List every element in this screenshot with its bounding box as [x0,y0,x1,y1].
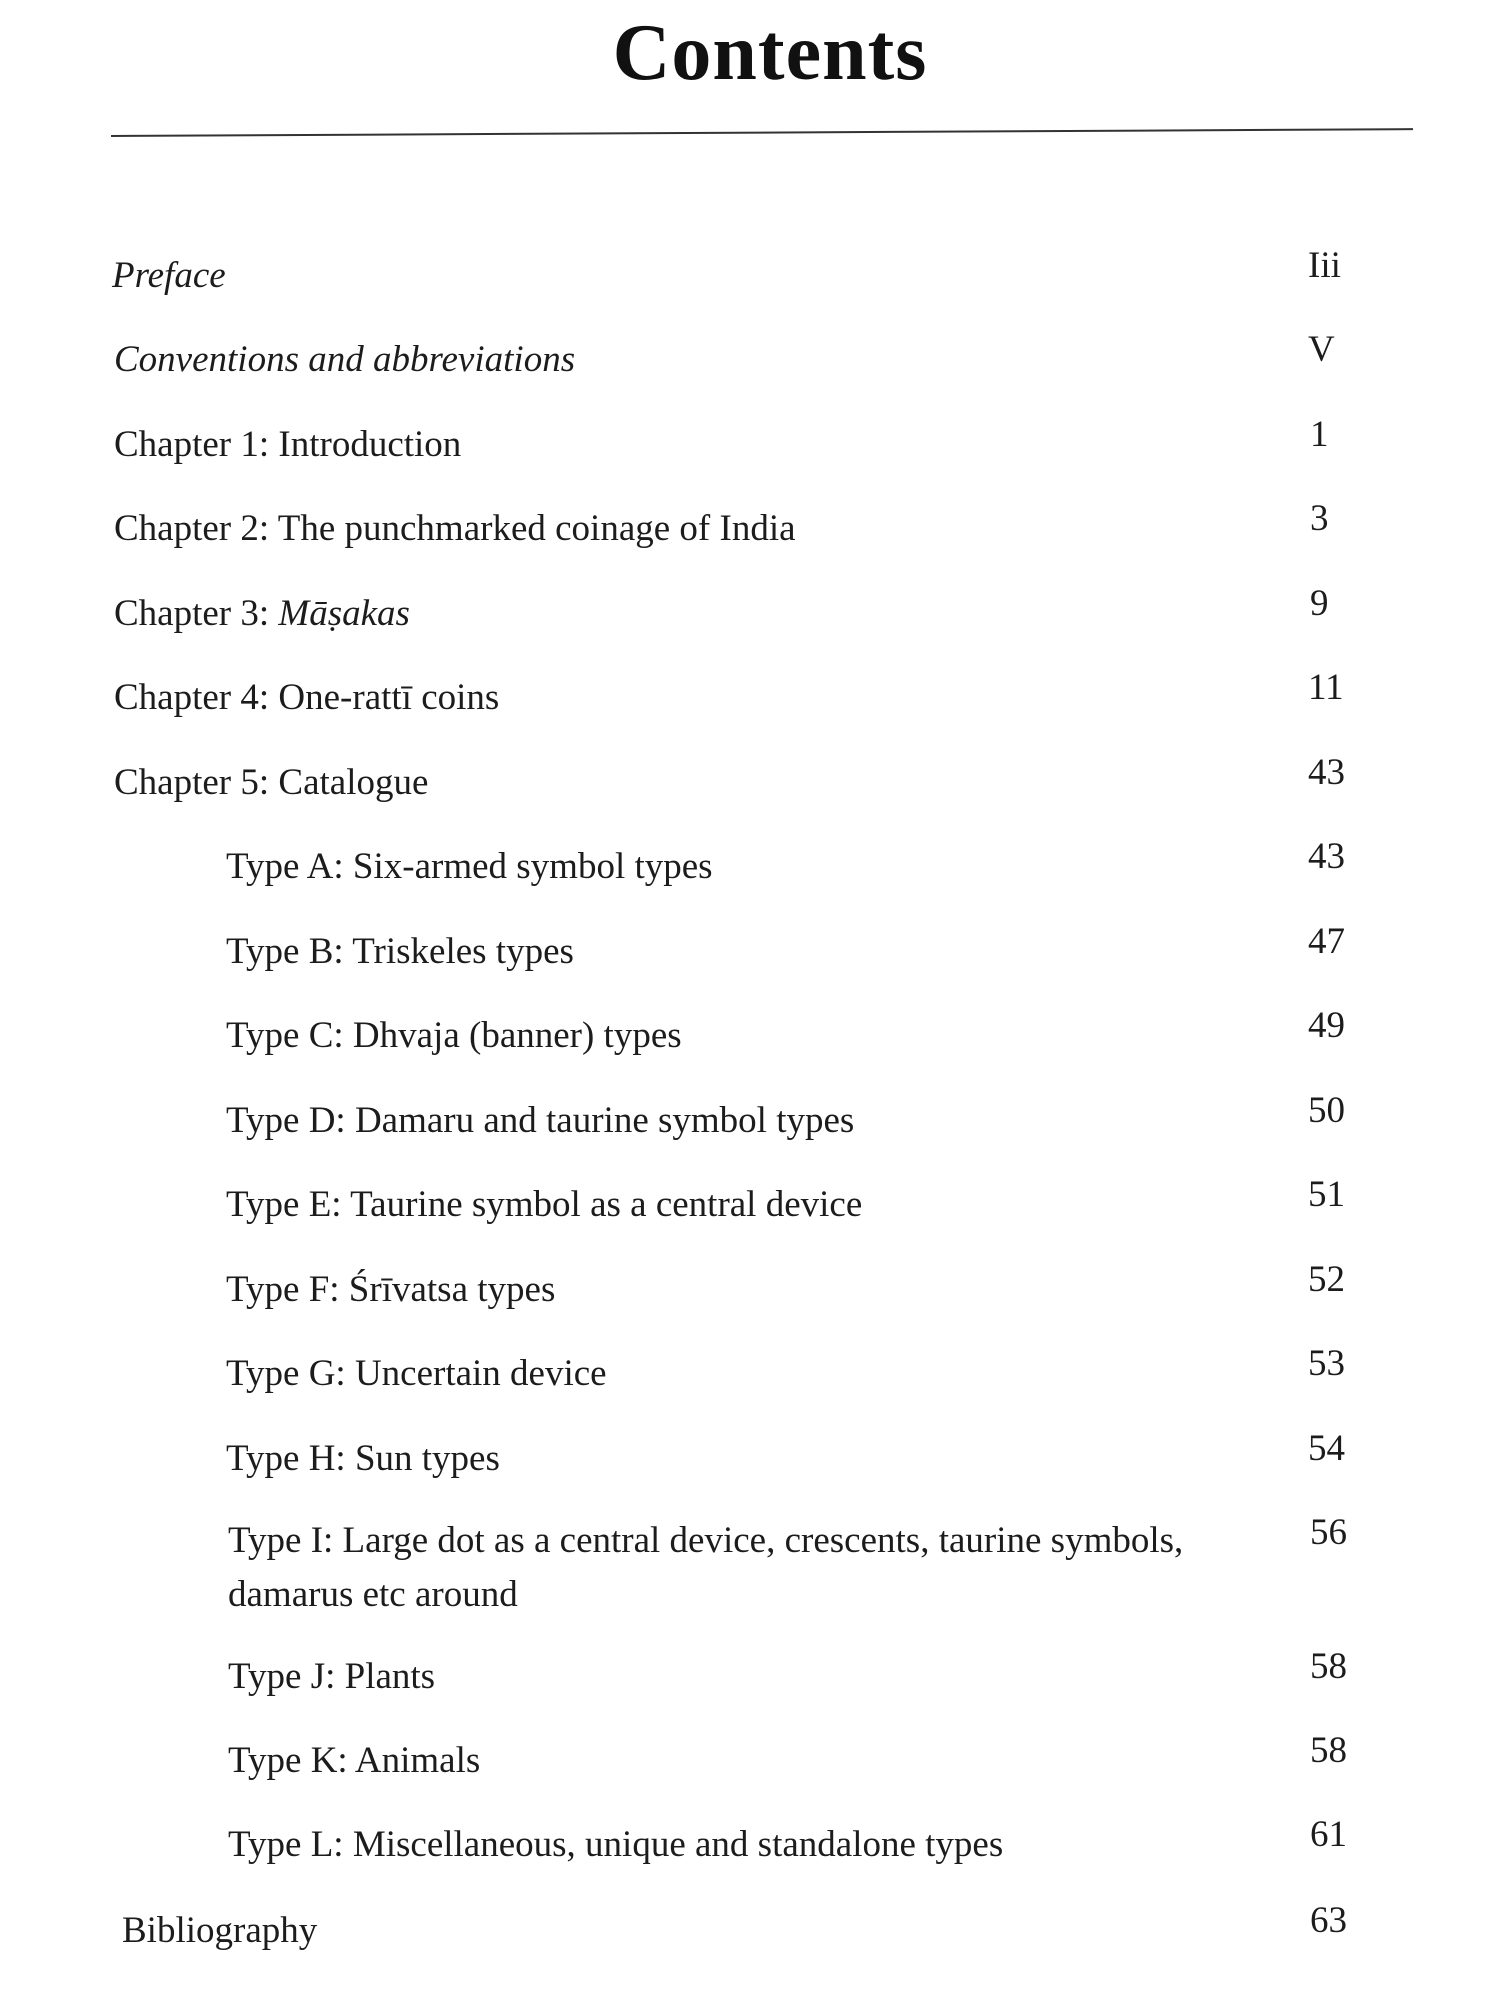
toc-entry-bibliography[interactable]: Bibliography [122,1910,318,1951]
toc-entry-chapter-4[interactable]: Chapter 4: One-rattī coins [114,677,500,718]
toc-page-type-g: 53 [1308,1343,1345,1384]
toc-entry-chapter-3-title: Māṣakas [278,593,410,634]
toc-entry-type-f[interactable]: Type F: Śrīvatsa types [226,1269,556,1310]
toc-entry-type-i[interactable]: Type I: Large dot as a central device, crescents, taurine symbols, damarus etc around [228,1520,1184,1615]
toc-entry-type-h[interactable]: Type H: Sun types [226,1438,500,1479]
toc-page-type-k: 58 [1310,1730,1347,1771]
toc-page-chapter-4: 11 [1308,667,1344,708]
toc-entry-type-e[interactable]: Type E: Taurine symbol as a central device [226,1184,863,1225]
toc-page-type-a: 43 [1308,836,1345,877]
toc-entry-type-c[interactable]: Type C: Dhvaja (banner) types [226,1015,682,1056]
toc-entry-chapter-5[interactable]: Chapter 5: Catalogue [114,762,429,803]
toc-page-preface: Iii [1308,245,1341,286]
toc-entry-chapter-1[interactable]: Chapter 1: Introduction [114,424,462,465]
toc-entry-preface[interactable]: Preface [112,255,226,296]
toc-page-type-h: 54 [1308,1428,1345,1469]
toc-page-chapter-3: 9 [1310,583,1329,624]
toc-entry-chapter-3[interactable] [114,587,410,641]
page-title: Contents [612,9,928,97]
toc-page-conventions: V [1308,329,1335,370]
toc-page-type-d: 50 [1308,1090,1345,1131]
toc-page-chapter-5: 43 [1308,752,1345,793]
toc-page-type-l: 61 [1310,1814,1347,1855]
toc-page-chapter-2: 3 [1310,498,1329,539]
toc-entry-type-b[interactable]: Type B: Triskeles types [226,931,574,972]
toc-page-type-b: 47 [1308,921,1345,962]
toc-entry-type-k[interactable]: Type K: Animals [228,1740,481,1781]
toc-entry-type-d[interactable]: Type D: Damaru and taurine symbol types [226,1100,855,1141]
toc-entry-type-a[interactable]: Type A: Six-armed symbol types [226,846,713,887]
toc-entry-chapter-3-prefix: Chapter 3: [114,593,279,634]
toc-entry-type-g[interactable]: Type G: Uncertain device [226,1353,607,1394]
toc-entry-type-j[interactable]: Type J: Plants [228,1656,436,1697]
toc-page-type-j: 58 [1310,1646,1347,1687]
toc-entry-conventions[interactable]: Conventions and abbreviations [114,339,576,380]
toc-page-type-f: 52 [1308,1259,1345,1300]
toc-page-type-c: 49 [1308,1005,1345,1046]
toc-page-bibliography: 63 [1310,1900,1347,1941]
toc-page-chapter-1: 1 [1310,414,1329,455]
toc-page-type-i: 56 [1310,1512,1347,1553]
toc-entry-chapter-2[interactable]: Chapter 2: The punchmarked coinage of India [114,508,796,549]
toc-entry-type-l[interactable]: Type L: Miscellaneous, unique and standalone types [228,1824,1004,1865]
toc-page-type-e: 51 [1308,1174,1345,1215]
title-divider [111,128,1413,137]
